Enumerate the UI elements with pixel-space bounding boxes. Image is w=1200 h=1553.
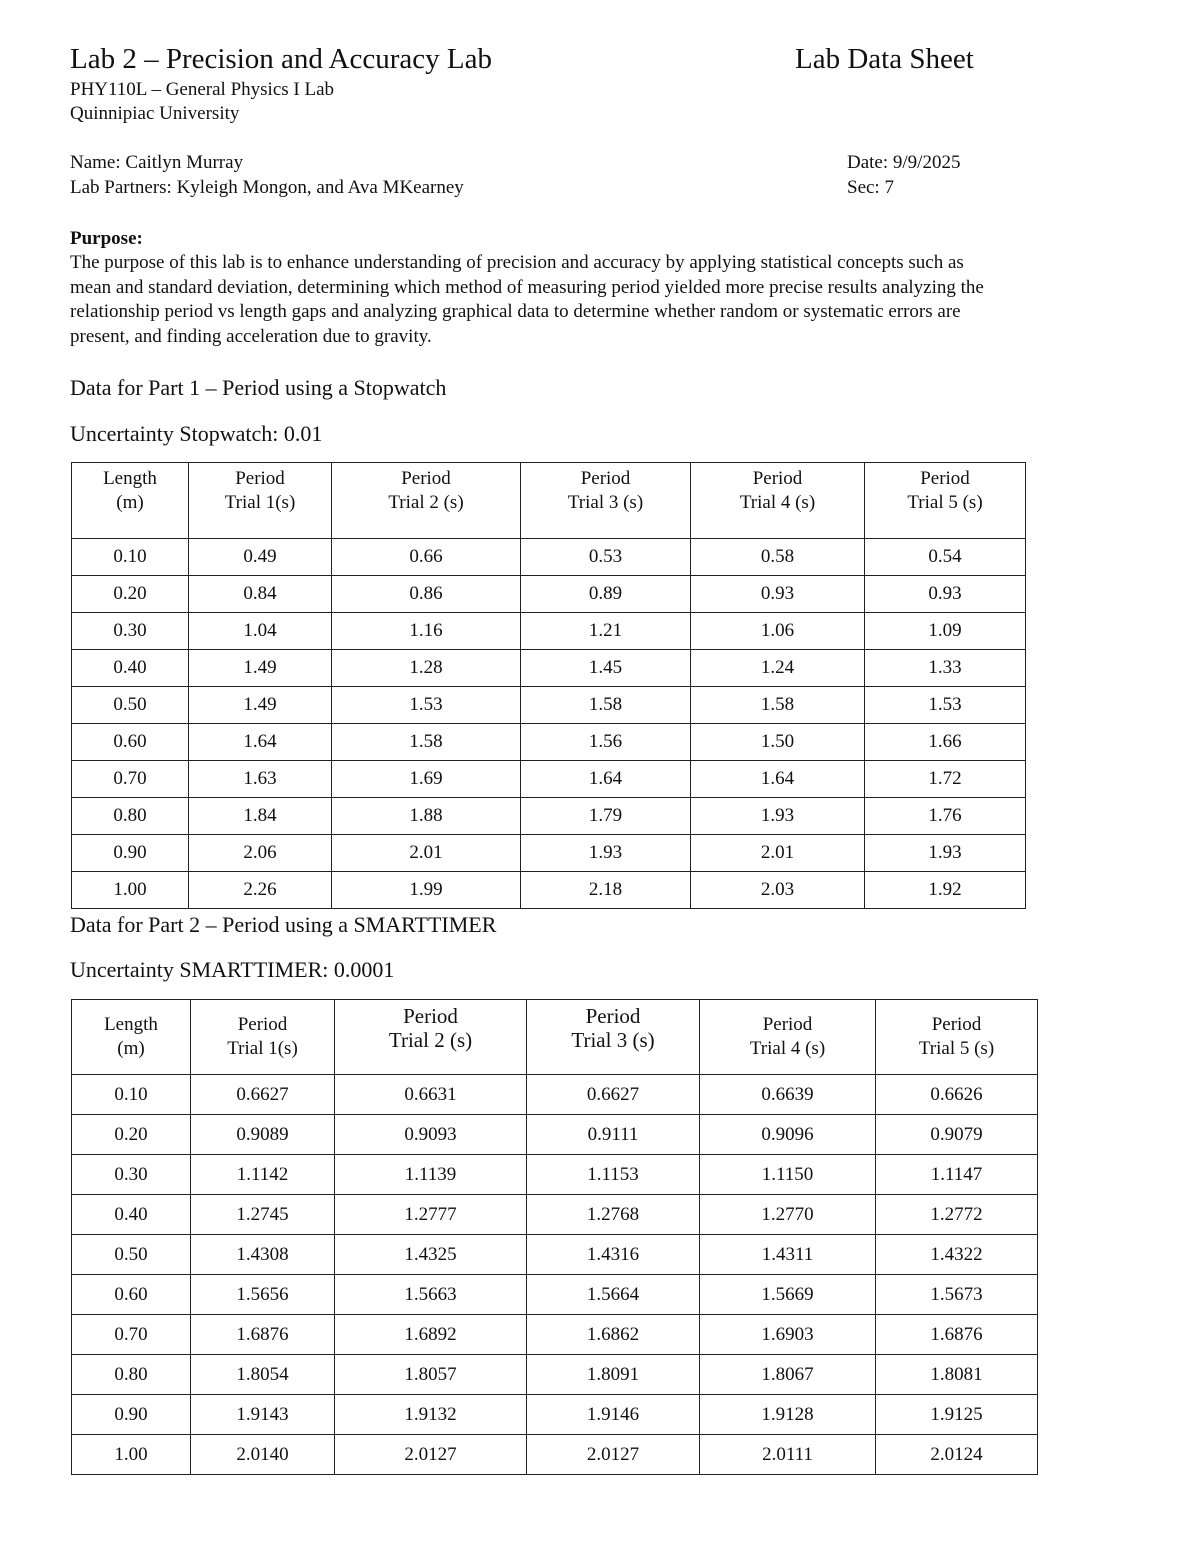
header-cell: Period Trial 2 (s): [335, 1000, 527, 1075]
period-cell: 1.4322: [876, 1235, 1038, 1275]
table-row: [72, 1115, 1038, 1155]
period-cell: 1.58: [332, 724, 521, 761]
period-cell: 1.6903: [700, 1315, 876, 1355]
period-cell: 1.64: [189, 724, 332, 761]
data-sheet-label: Lab Data Sheet: [795, 43, 974, 75]
period-cell: 1.2777: [335, 1195, 527, 1235]
period-cell: 1.56: [521, 724, 691, 761]
length-cell: 0.90: [72, 1395, 191, 1435]
period-cell: 1.5663: [335, 1275, 527, 1315]
header-cell: Period Trial 4 (s): [700, 1000, 876, 1075]
lab-date: Date: 9/9/2025: [847, 152, 961, 173]
period-cell: 1.8054: [191, 1355, 335, 1395]
stopwatch-data-table: [71, 462, 1026, 909]
period-cell: 2.26: [189, 872, 332, 909]
table-row: [72, 1315, 1038, 1355]
period-cell: 1.2768: [527, 1195, 700, 1235]
table-row: [72, 1275, 1038, 1315]
period-cell: 1.92: [865, 872, 1026, 909]
period-cell: 1.24: [691, 650, 865, 687]
period-cell: 1.06: [691, 613, 865, 650]
period-cell: 1.6862: [527, 1315, 700, 1355]
period-cell: 1.8091: [527, 1355, 700, 1395]
length-cell: 0.60: [72, 724, 189, 761]
period-cell: 1.1139: [335, 1155, 527, 1195]
table-row: [72, 835, 1026, 872]
period-cell: 1.5664: [527, 1275, 700, 1315]
period-cell: 1.72: [865, 761, 1026, 798]
period-cell: 2.18: [521, 872, 691, 909]
period-cell: 2.01: [332, 835, 521, 872]
period-cell: 1.58: [691, 687, 865, 724]
lab-partners: Lab Partners: Kyleigh Mongon, and Ava MKearney: [70, 177, 464, 198]
document-title: Lab 2 – Precision and Accuracy Lab: [70, 43, 492, 75]
length-cell: 0.30: [72, 613, 189, 650]
period-cell: 1.8067: [700, 1355, 876, 1395]
period-cell: 1.63: [189, 761, 332, 798]
period-cell: 2.01: [691, 835, 865, 872]
table-row: [72, 1355, 1038, 1395]
period-cell: 1.2770: [700, 1195, 876, 1235]
purpose-line: The purpose of this lab is to enhance understanding of precision and accuracy by applying statistical concepts such as: [70, 252, 964, 273]
period-cell: 1.8057: [335, 1355, 527, 1395]
period-cell: 0.53: [521, 539, 691, 576]
period-cell: 2.0140: [191, 1435, 335, 1475]
period-cell: 1.1150: [700, 1155, 876, 1195]
period-cell: 1.9125: [876, 1395, 1038, 1435]
purpose-line: relationship period vs length gaps and analyzing graphical data to determine whether random or systematic errors are: [70, 301, 961, 322]
period-cell: 1.6876: [191, 1315, 335, 1355]
period-cell: 1.4316: [527, 1235, 700, 1275]
period-cell: 1.66: [865, 724, 1026, 761]
length-cell: 0.80: [72, 1355, 191, 1395]
length-cell: 0.10: [72, 539, 189, 576]
period-cell: 0.9079: [876, 1115, 1038, 1155]
length-cell: 0.70: [72, 761, 189, 798]
period-cell: 1.99: [332, 872, 521, 909]
period-cell: 2.0127: [335, 1435, 527, 1475]
table-row: [72, 1195, 1038, 1235]
period-cell: 1.69: [332, 761, 521, 798]
period-cell: 1.9128: [700, 1395, 876, 1435]
table-row: [72, 761, 1026, 798]
period-cell: 0.6626: [876, 1075, 1038, 1115]
table-row: [72, 724, 1026, 761]
period-cell: 1.8081: [876, 1355, 1038, 1395]
table-row: [72, 1435, 1038, 1475]
period-cell: 1.33: [865, 650, 1026, 687]
smarttimer-data-table: [71, 999, 1038, 1475]
header-cell: Period Trial 4 (s): [691, 463, 865, 539]
table-row: [72, 539, 1026, 576]
period-cell: 1.1142: [191, 1155, 335, 1195]
header-cell: Period Trial 3 (s): [521, 463, 691, 539]
length-cell: 0.60: [72, 1275, 191, 1315]
period-cell: 1.6876: [876, 1315, 1038, 1355]
period-cell: 1.5673: [876, 1275, 1038, 1315]
period-cell: 1.64: [521, 761, 691, 798]
period-cell: 1.1153: [527, 1155, 700, 1195]
period-cell: 2.0127: [527, 1435, 700, 1475]
length-cell: 0.50: [72, 1235, 191, 1275]
table-row: [72, 1395, 1038, 1435]
period-cell: 1.21: [521, 613, 691, 650]
period-cell: 0.49: [189, 539, 332, 576]
period-cell: 0.93: [865, 576, 1026, 613]
table-header-row: [72, 463, 1026, 539]
period-cell: 1.9146: [527, 1395, 700, 1435]
period-cell: 0.9111: [527, 1115, 700, 1155]
period-cell: 1.16: [332, 613, 521, 650]
length-cell: 0.20: [72, 1115, 191, 1155]
period-cell: 1.45: [521, 650, 691, 687]
length-cell: 0.80: [72, 798, 189, 835]
header-cell: Period Trial 5 (s): [876, 1000, 1038, 1075]
period-cell: 0.58: [691, 539, 865, 576]
header-cell: Period Trial 3 (s): [527, 1000, 700, 1075]
period-cell: 2.0111: [700, 1435, 876, 1475]
table-row: [72, 1235, 1038, 1275]
period-cell: 0.54: [865, 539, 1026, 576]
table-row: [72, 872, 1026, 909]
period-cell: 1.2772: [876, 1195, 1038, 1235]
purpose-line: present, and finding acceleration due to gravity.: [70, 325, 432, 347]
period-cell: 1.4308: [191, 1235, 335, 1275]
period-cell: 1.4325: [335, 1235, 527, 1275]
period-cell: 1.49: [189, 650, 332, 687]
table-row: [72, 1075, 1038, 1115]
period-cell: 1.93: [521, 835, 691, 872]
period-cell: 1.64: [691, 761, 865, 798]
period-cell: 0.9096: [700, 1115, 876, 1155]
part2-uncertainty: Uncertainty SMARTTIMER: 0.0001: [70, 957, 395, 982]
period-cell: 0.9089: [191, 1115, 335, 1155]
length-cell: 1.00: [72, 1435, 191, 1475]
stopwatch-table-body: [72, 539, 1026, 909]
period-cell: 1.04: [189, 613, 332, 650]
period-cell: 1.79: [521, 798, 691, 835]
university-name: Quinnipiac University: [70, 103, 240, 124]
length-cell: 0.20: [72, 576, 189, 613]
header-cell: Period Trial 2 (s): [332, 463, 521, 539]
part2-heading: Data for Part 2 – Period using a SMARTTIMER: [70, 912, 497, 937]
period-cell: 1.53: [865, 687, 1026, 724]
period-cell: 0.6631: [335, 1075, 527, 1115]
length-cell: 0.50: [72, 687, 189, 724]
lab-section: Sec: 7: [847, 177, 894, 198]
period-cell: 2.03: [691, 872, 865, 909]
period-cell: 1.1147: [876, 1155, 1038, 1195]
purpose-text: [70, 251, 1150, 349]
smarttimer-table-body: [72, 1075, 1038, 1475]
part1-heading: Data for Part 1 – Period using a Stopwatch: [70, 375, 447, 400]
period-cell: 1.53: [332, 687, 521, 724]
length-cell: 0.30: [72, 1155, 191, 1195]
purpose-label: Purpose:: [70, 228, 143, 249]
period-cell: 1.6892: [335, 1315, 527, 1355]
period-cell: 1.88: [332, 798, 521, 835]
part1-uncertainty: Uncertainty Stopwatch: 0.01: [70, 421, 323, 446]
period-cell: 1.28: [332, 650, 521, 687]
period-cell: 0.89: [521, 576, 691, 613]
period-cell: 0.93: [691, 576, 865, 613]
period-cell: 0.6639: [700, 1075, 876, 1115]
period-cell: 1.9132: [335, 1395, 527, 1435]
header-cell: Period Trial 1(s): [191, 1000, 335, 1075]
table-row: [72, 798, 1026, 835]
period-cell: 1.93: [691, 798, 865, 835]
period-cell: 1.9143: [191, 1395, 335, 1435]
header-cell: Length (m): [72, 463, 189, 539]
period-cell: 2.0124: [876, 1435, 1038, 1475]
period-cell: 0.66: [332, 539, 521, 576]
period-cell: 1.58: [521, 687, 691, 724]
header-cell: Period Trial 1(s): [189, 463, 332, 539]
period-cell: 0.6627: [527, 1075, 700, 1115]
header-cell: Period Trial 5 (s): [865, 463, 1026, 539]
period-cell: 1.50: [691, 724, 865, 761]
period-cell: 1.09: [865, 613, 1026, 650]
table-header-row: [72, 1000, 1038, 1075]
period-cell: 1.49: [189, 687, 332, 724]
purpose-line: mean and standard deviation, determining which method of measuring period yielded more precise results analyzing the: [70, 276, 984, 298]
table-row: [72, 687, 1026, 724]
period-cell: 1.5669: [700, 1275, 876, 1315]
course-name: PHY110L – General Physics I Lab: [70, 79, 335, 100]
length-cell: 0.10: [72, 1075, 191, 1115]
table-row: [72, 576, 1026, 613]
period-cell: 1.93: [865, 835, 1026, 872]
student-name: Name: Caitlyn Murray: [70, 152, 244, 173]
length-cell: 0.70: [72, 1315, 191, 1355]
length-cell: 0.40: [72, 1195, 191, 1235]
length-cell: 1.00: [72, 872, 189, 909]
period-cell: 0.6627: [191, 1075, 335, 1115]
period-cell: 2.06: [189, 835, 332, 872]
table-row: [72, 613, 1026, 650]
length-cell: 0.40: [72, 650, 189, 687]
header-cell: Length (m): [72, 1000, 191, 1075]
period-cell: 1.4311: [700, 1235, 876, 1275]
period-cell: 1.2745: [191, 1195, 335, 1235]
period-cell: 0.86: [332, 576, 521, 613]
table-row: [72, 1155, 1038, 1195]
length-cell: 0.90: [72, 835, 189, 872]
period-cell: 0.84: [189, 576, 332, 613]
period-cell: 1.76: [865, 798, 1026, 835]
period-cell: 1.5656: [191, 1275, 335, 1315]
period-cell: 1.84: [189, 798, 332, 835]
period-cell: 0.9093: [335, 1115, 527, 1155]
table-row: [72, 650, 1026, 687]
